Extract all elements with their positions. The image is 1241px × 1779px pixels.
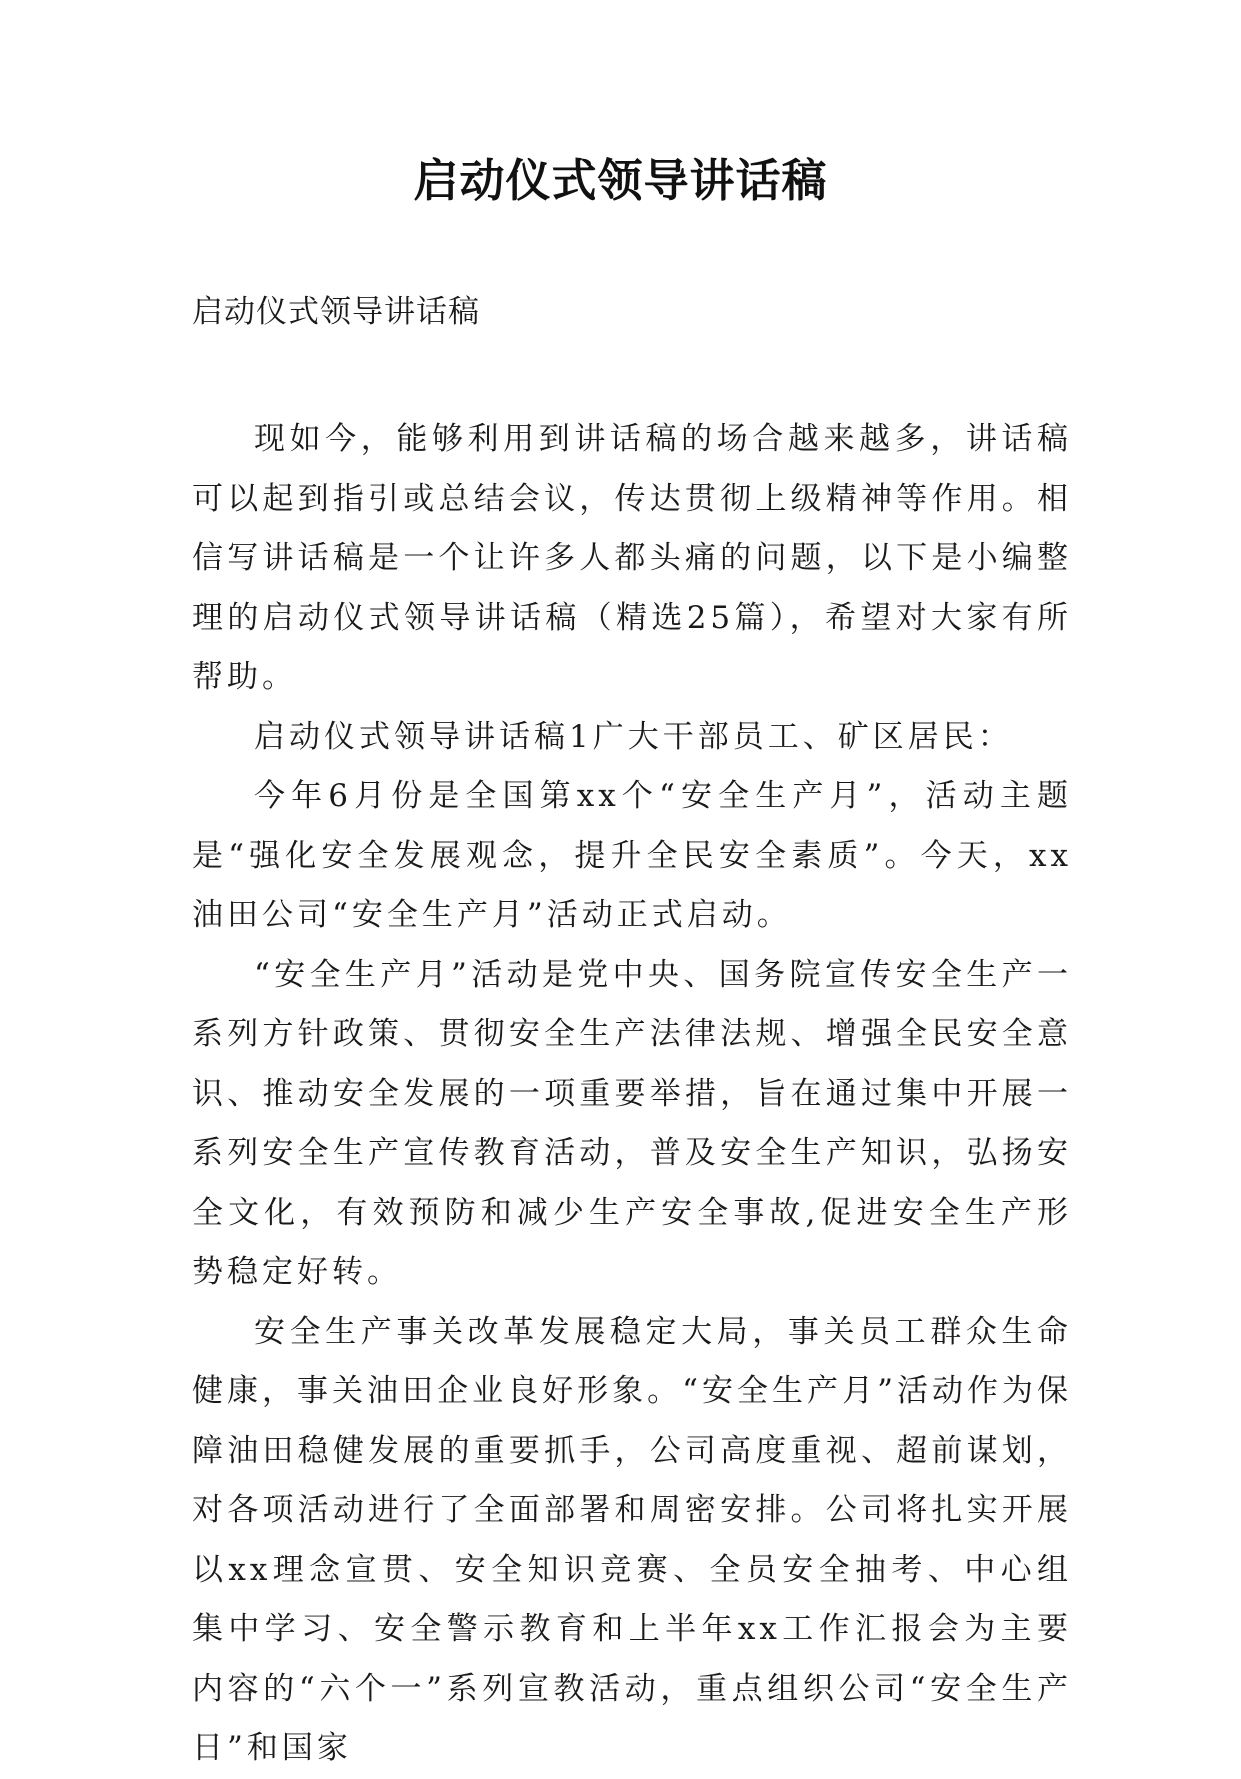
paragraph: 启动仪式领导讲话稿1广大干部员工、矿区居民： (254, 718, 1013, 755)
document-subtitle: 启动仪式领导讲话稿 (192, 294, 480, 330)
paragraph: 今年6月份是全国第xx个“安全生产月”，活动主题是“强化安全发展观念，提升全民安全素质”。今天，xx油田公司“安全生产月”活动正式启动。 (192, 778, 1072, 933)
document-body (192, 410, 1072, 1779)
paragraph: 安全生产事关改革发展稳定大局，事关员工群众生命健康，事关油田企业良好形象。“安全生产月”活动作为保障油田稳健发展的重要抓手，公司高度重视、超前谋划，对各项活动进行了全面部署和周密安排。公司将扎实开展以xx理念宣贯、安全知识竞赛、全员安全抽考、中心组集中学习、安全警示教育和上半年xx工作汇报会为主要内容的“六个一”系列宣教活动，重点组织公司“安全生产日”和国家 (192, 1313, 1072, 1766)
document-title: 启动仪式领导讲话稿 (413, 154, 828, 207)
paragraph: 现如今，能够利用到讲话稿的场合越来越多，讲话稿可以起到指引或总结会议，传达贯彻上级精神等作用。相信写讲话稿是一个让许多人都头痛的问题，以下是小编整理的启动仪式领导讲话稿（精选25篇），希望对大家有所帮助。 (192, 421, 1072, 695)
paragraph: “安全生产月”活动是党中央、国务院宣传安全生产一系列方针政策、贯彻安全生产法律法规、增强全民安全意识、推动安全发展的一项重要举措，旨在通过集中开展一系列安全生产宣传教育活动，普及安全生产知识，弘扬安全文化，有效预防和减少生产安全事故,促进安全生产形势稳定好转。 (192, 956, 1072, 1290)
